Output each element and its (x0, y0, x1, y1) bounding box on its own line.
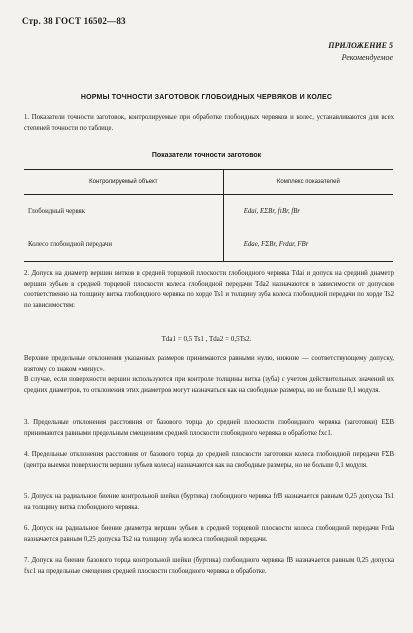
table-cell-object: Глобоидный червяк (24, 195, 223, 229)
table-cell-object: Колесо глобоидной передачи (24, 228, 223, 262)
paragraph-7: 5. Допуск на радиальное биение контрольной шейки (буртика) глобоидного червяка frB назначается равным 0,25 допуска Ts1 на толщину витка глобоидного червяка. (24, 493, 394, 511)
appendix-title: ПРИЛОЖЕНИЕ 5 (328, 41, 393, 50)
paragraph-2: 2. Допуск на диаметр вершин витков в средней торцевой плоскости глобоидного червяка Tdai и допуск на средний диаметр вершин зубьев в средней торцевой плоскости колеса глобоидной передачи Tda2 назначаются в зависимости от допусков соответственно на толщину витка глобоидного червяка по хорде Ts1 и толщину зуба колеса глобоидной передачи по хорде Ts2 по зависимостям: (24, 270, 394, 309)
appendix-subtitle: Рекомендуемое (341, 53, 393, 62)
table-header-set: Комплекс показателей (223, 170, 393, 195)
paragraph-9: 7. Допуск на биение базового торца контрольной шейки (буртика) глобоидного червяка fB назначается равным 0,25 допуска fxc1 на предельные смещения средней плоскости глобоидного червяка в обработке. (24, 557, 394, 575)
formula: Tda1 = 0,5 Ts1 , Tda2 = 0,5Ts2. (161, 335, 252, 343)
table-cell-set: Edae, FΣBr, Frdar, FBr (223, 228, 393, 262)
page-header: Стр. 38 ГОСТ 16502—83 (22, 16, 126, 26)
paragraph-1: 1. Показатели точности заготовок, контролируемые при обработке глобоидных червяков и колес, устанавливаются для всех степеней точности по таблице. (24, 114, 394, 132)
table-caption: Показатели точности заготовок (151, 152, 262, 159)
table-row (24, 195, 393, 229)
table-cell-set: Edai, EΣBr, fτBr, fBr (243, 208, 301, 215)
paragraph-6: 4. Предельные отклонения расстояния от базового торца до средней плоскости заготовки колеса глобоидной передачи FΣB (центра выемки поверхности вершин зубьев колеса) назначаются как на свободные размеры, но не больше 0,1 модуля. (24, 451, 394, 469)
paragraph-8: 6. Допуск на радиальное биение диаметра вершин зубьев в средней торцевой плоскости колеса глобоидной передачи Frda назначается равным 0,25 допуска Ts2 на толщину зуба колеса глобоидной передачи. (24, 525, 394, 543)
accuracy-table (24, 169, 393, 262)
paragraph-4: В случае, если поверхности вершин используются при контроле толщины витка (зуба) с учетом действительных значений их средних диаметров, то отклонения этих диаметров могут назначаться как на свободные размеры, но не больше 0,1 модуля. (24, 376, 394, 394)
table-header-object: Контролируемый объект (24, 170, 223, 195)
table-row (24, 228, 393, 262)
section-title: НОРМЫ ТОЧНОСТИ ЗАГОТОВОК ГЛОБОИДНЫХ ЧЕРВЯКОВ И КОЛЕС (80, 94, 333, 101)
paragraph-3: Верхние предельные отклонения указанных размеров принимаются равными нулю, нижние — соответствующему допуску, взятому со знаком «минус». (24, 355, 394, 373)
appendix-label (328, 40, 393, 64)
paragraph-5: 3. Предельные отклонения расстояния от базового торца до средней плоскости глобоидного червяка (заготовки) EΣB принимаются равными предельным смещениям средней плоскости глобоидного червяка в обработке fxc1. (24, 419, 394, 437)
